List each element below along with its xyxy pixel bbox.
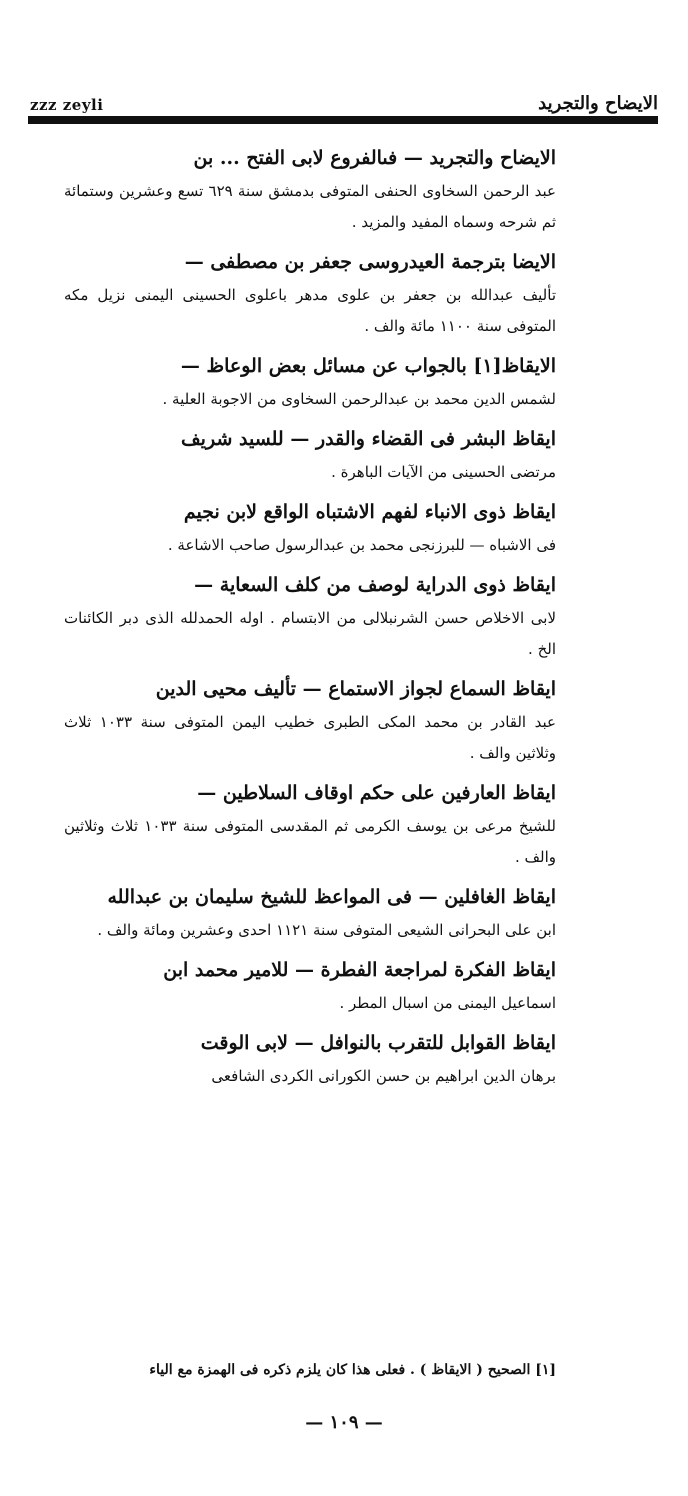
entry — [64, 775, 556, 873]
entry-title: ايقاظ السماع لجواز الاستماع — تأليف محيى الدين — [155, 678, 556, 700]
entry — [64, 348, 556, 415]
entry-title: ايقاظ ذوى الدراية لوصف من كلف السعاية — — [194, 574, 556, 596]
entry — [64, 421, 556, 488]
entry-title: الايضا بترجمة العيدروسى جعفر بن مصطفى — — [184, 251, 556, 273]
entry-body: لشمس الدين محمد بن عبدالرحمن السخاوى من الاجوبة العلية . — [162, 390, 556, 408]
header-right-title: الايضاح والتجريد — [538, 93, 658, 114]
footnote: [١] الصحيح ( الايقاظ ) . فعلى هذا كان يلزم ذكره فى الهمزة مع الياء — [149, 1362, 556, 1378]
page-number: — ١٠٩ — — [305, 1412, 383, 1433]
entry-body: مرتضى الحسينى من الآيات الباهرة . — [331, 463, 556, 481]
entry-body: تأليف عبدالله بن جعفر بن علوى مدهر باعلوى الحسينى اليمنى نزيل مكه المتوفى سنة ١١٠٠ مائة والف . — [64, 286, 556, 335]
entry-title: ايقاظ ذوى الانباء لفهم الاشتباه الواقع لابن نجيم — [183, 501, 556, 523]
entry-body: اسماعيل اليمنى من اسبال المطر . — [339, 994, 556, 1012]
entry-body: للشيخ مرعى بن يوسف الكرمى ثم المقدسى المتوفى سنة ١٠٣٣ ثلاث وثلاثين والف . — [64, 817, 556, 866]
entry-body: فى الاشباه — للبرزنجى محمد بن عبدالرسول صاحب الاشاعة . — [167, 536, 556, 554]
entry-body: ابن على البحرانى الشيعى المتوفى سنة ١١٢١ احدى وعشرين ومائة والف . — [97, 921, 556, 939]
header-left-label: zzz zeyli — [30, 96, 104, 114]
entry-body: لابى الاخلاص حسن الشرنبلالى من الابتسام . اوله الحمدلله الذى دبر الكائنات الخ . — [64, 609, 556, 658]
entry-title: ايقاظ الفكرة لمراجعة الفطرة — للامير محمد ابن — [163, 959, 556, 981]
entry — [64, 244, 556, 342]
entry-title: الايضاح والتجريد — فىالفروع لابى الفتح ... بن — [193, 147, 556, 169]
entry-body: برهان الدين ابراهيم بن حسن الكورانى الكردى الشافعى — [211, 1067, 556, 1085]
entry — [64, 879, 556, 946]
entry-title: ايقاظ البشر فى القضاء والقدر — للسيد شريف — [181, 428, 556, 450]
entry — [64, 1025, 556, 1092]
header-rule — [28, 116, 658, 124]
entry — [64, 952, 556, 1019]
entry-body: عبد الرحمن السخاوى الحنفى المتوفى بدمشق سنة ٦٢٩ تسع وعشرين وستمائة ثم شرحه وسماه المفيد والمزيد . — [64, 182, 556, 231]
entry-title: ايقاظ العارفين على حكم اوقاف السلاطين — — [197, 782, 556, 804]
entry-title: ايقاظ القوابل للتقرب بالنوافل — لابى الوقت — [200, 1032, 556, 1054]
entry — [64, 494, 556, 561]
entry-body: عبد القادر بن محمد المكى الطبرى خطيب اليمن المتوفى سنة ١٠٣٣ ثلاث وثلاثين والف . — [64, 713, 556, 762]
entry-title: الايقاظ[١] بالجواب عن مسائل بعض الوعاظ — — [180, 355, 556, 377]
entry — [64, 140, 556, 238]
entries-column — [64, 140, 556, 1098]
entry — [64, 671, 556, 769]
entry-title: ايقاظ الغافلين — فى المواعظ للشيخ سليمان بن عبدالله — [107, 886, 556, 908]
running-header — [30, 84, 658, 114]
entry — [64, 567, 556, 665]
